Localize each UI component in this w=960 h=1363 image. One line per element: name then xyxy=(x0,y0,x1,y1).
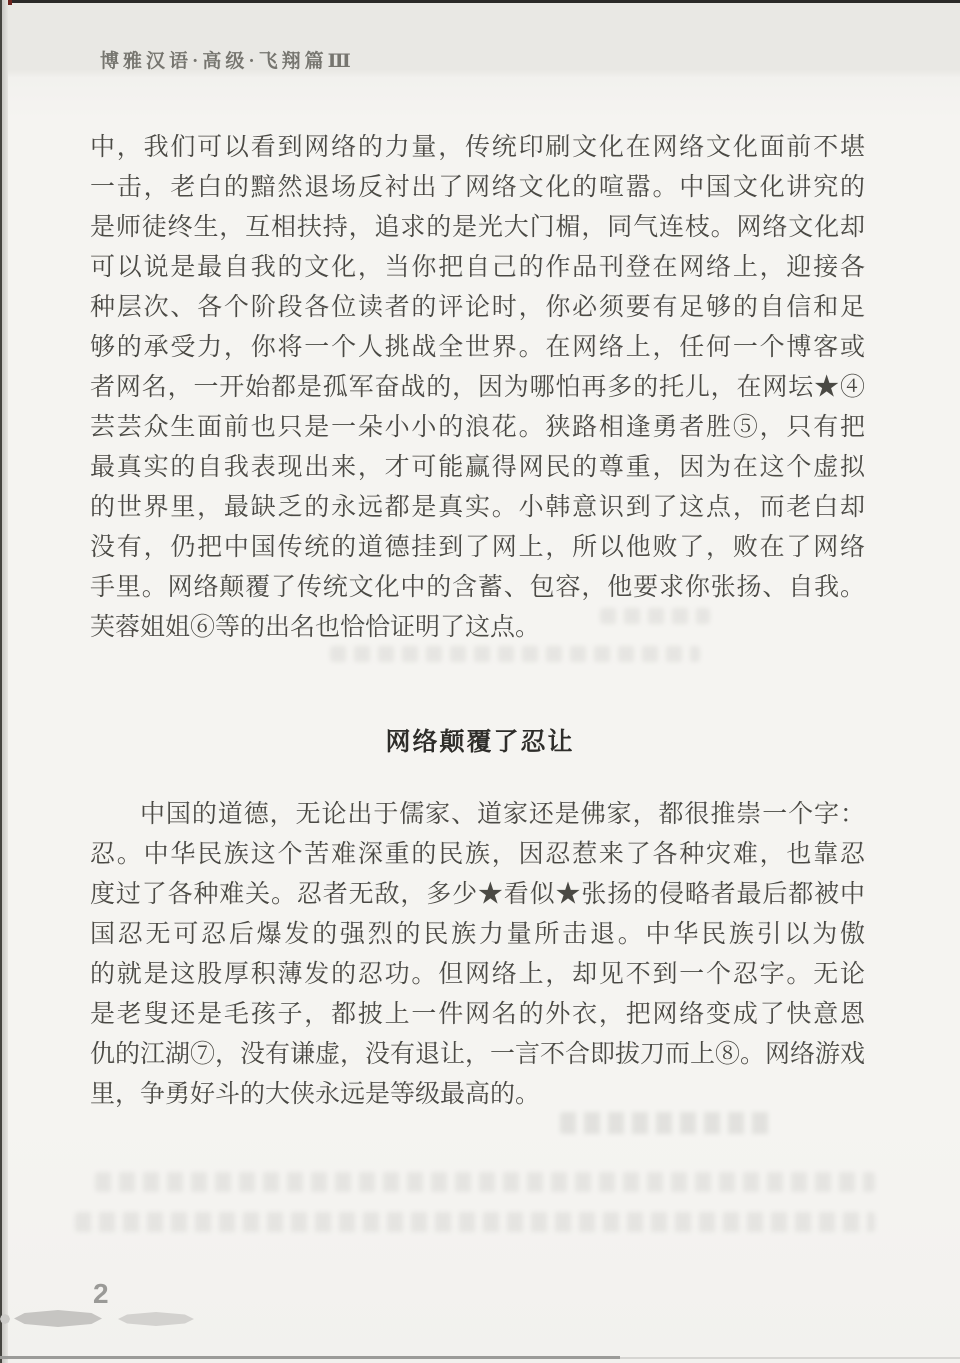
text-line: 度过了各种难关。忍者无敌，多少★看似★张扬的侵略者最后都被中 xyxy=(90,881,865,908)
text-line: 没有，仍把中国传统的道德挂到了网上，所以他败了，败在了网络 xyxy=(90,534,865,561)
text-line: 中国的道德，无论出于儒家、道家还是佛家，都很推崇一个字： xyxy=(140,801,865,828)
scan-bottom-edge-faint xyxy=(620,1357,960,1359)
text-line: 国忍无可忍后爆发的强烈的民族力量所击退。中华民族引以为傲 xyxy=(90,921,865,948)
text-line: 芸芸众生面前也只是一朵小小的浪花。狭路相逢勇者胜⑤，只有把 xyxy=(90,414,865,441)
page-number: 2 xyxy=(93,1278,109,1309)
text-line: 一击，老白的黯然退场反衬出了网络文化的喧嚣。中国文化讲究的 xyxy=(90,174,865,201)
text-line: 可以说是最自我的文化，当你把自己的作品刊登在网络上，迎接各 xyxy=(90,254,865,281)
text-line: 忍。中华民族这个苦难深重的民族，因忍惹来了各种灾难，也靠忍 xyxy=(90,841,865,868)
bleed-through-smudge xyxy=(560,1112,770,1134)
bleed-through-smudge xyxy=(600,608,710,624)
text-line: 的世界里，最缺乏的永远都是真实。小韩意识到了这点，而老白却 xyxy=(90,494,865,521)
text-line: 手里。网络颠覆了传统文化中的含蓄、包容，他要求你张扬、自我。 xyxy=(90,574,865,601)
section-heading: 网络颠覆了忍让 xyxy=(385,728,575,756)
text-line: 是师徒终生，互相扶持，追求的是光大门楣，同气连枝。网络文化却 xyxy=(90,214,865,241)
text-line: 最真实的自我表现出来，才可能赢得网民的尊重，因为在这个虚拟 xyxy=(90,454,865,481)
bleed-through-smudge xyxy=(330,646,700,662)
scan-left-shadow xyxy=(2,0,8,1363)
text-line: 是老叟还是毛孩子，都披上一件网名的外衣，把网络变成了快意恩 xyxy=(90,1001,865,1028)
text-line: 仇的江湖⑦，没有谦虚，没有退让，一言不合即拔刀而上⑧。网络游戏 xyxy=(90,1041,866,1068)
bleed-through-smudge xyxy=(75,1212,875,1232)
paragraph-2 xyxy=(90,795,865,1115)
text-line: 够的承受力，你将一个人挑战全世界。在网络上，任何一个博客或 xyxy=(90,334,865,361)
bleed-through-smudge xyxy=(95,1172,875,1192)
leaf-decoration xyxy=(14,1310,102,1327)
text-line: 中，我们可以看到网络的力量，传统印刷文化在网络文化面前不堪 xyxy=(90,134,865,161)
text-line: 的就是这股厚积薄发的忍功。但网络上，却见不到一个忍字。无论 xyxy=(90,961,865,988)
scan-bottom-edge xyxy=(0,1356,620,1362)
text-line: 芙蓉姐姐⑥等的出名也恰恰证明了这点。 xyxy=(90,614,541,641)
running-head-title: 博雅汉语·高级·飞翔篇Ⅲ xyxy=(100,51,355,72)
leaf-decoration xyxy=(118,1312,194,1326)
scan-top-edge xyxy=(0,0,960,3)
text-line: 者网名，一开始都是孤军奋战的，因为哪怕再多的托儿，在网坛★④ xyxy=(90,374,865,401)
text-line: 里，争勇好斗的大侠永远是等级最高的。 xyxy=(90,1081,541,1108)
text-line: 种层次、各个阶段各位读者的评论时，你必须要有足够的自信和足 xyxy=(90,294,865,321)
paragraph-1 xyxy=(90,128,865,648)
